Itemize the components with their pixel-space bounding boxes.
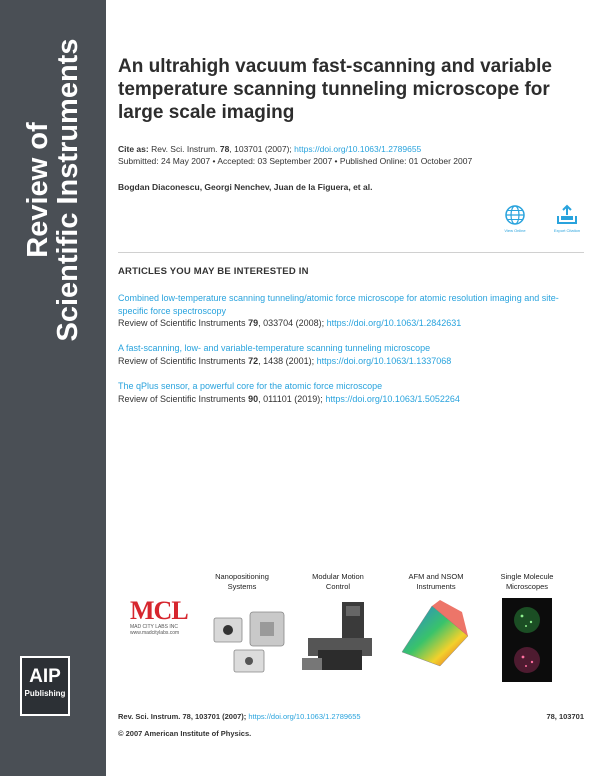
footer-cite-page: , 103701 (2007); xyxy=(190,712,247,721)
footer-cite-journal: Rev. Sci. Instrum. xyxy=(118,712,181,721)
footer-article-number: 78, 103701 xyxy=(546,712,584,721)
globe-icon xyxy=(504,204,526,226)
ad-label-nanopositioning: Nanopositioning Systems xyxy=(215,572,269,591)
cite-page: , 103701 (2007); xyxy=(229,144,292,154)
motion-control-image xyxy=(298,598,384,678)
mcl-logo-url: www.madcitylabs.com xyxy=(130,630,180,636)
related-article-1 xyxy=(118,292,584,330)
ad-column-nanopositioning xyxy=(212,572,272,592)
ad-column-motion-control xyxy=(308,572,368,592)
export-icon xyxy=(555,204,579,226)
related-article-page: , 011101 (2019); xyxy=(258,393,323,404)
related-article-volume: 79 xyxy=(248,318,259,328)
journal-sidebar xyxy=(0,0,106,776)
article-dates: Submitted: 24 May 2007 • Accepted: 03 September 2007 • Published Online: 01 October 2007 xyxy=(118,156,473,166)
related-article-doi-link[interactable]: https://doi.org/10.1063/1.5052264 xyxy=(325,393,460,404)
article-doi-link[interactable]: https://doi.org/10.1063/1.2789655 xyxy=(294,144,422,154)
related-article-title[interactable]: Combined low-temperature scanning tunneling/atomic force microscope for atomic resolution imaging and site-specific force spectroscopy xyxy=(118,293,559,316)
journal-name-line2: Scientific Instruments xyxy=(52,38,84,342)
section-divider xyxy=(118,252,584,253)
related-article-doi-link[interactable]: https://doi.org/10.1063/1.1337068 xyxy=(316,355,452,366)
article-meta xyxy=(118,143,584,167)
aip-logo-text: AIP xyxy=(29,666,61,687)
related-article-volume: 72 xyxy=(248,355,259,366)
footer-cite-volume: 78 xyxy=(182,712,191,721)
mcl-logo-subtext: MAD CITY LABS INC xyxy=(130,624,178,630)
journal-name-line1: Review of xyxy=(22,122,54,258)
related-article-doi-link[interactable]: https://doi.org/10.1063/1.2842631 xyxy=(326,318,462,328)
export-citation-button[interactable] xyxy=(550,204,584,233)
view-online-label: View Online xyxy=(504,228,526,233)
ad-label-motion-control: Modular Motion Control xyxy=(312,572,364,591)
copyright-notice: © 2007 American Institute of Physics. xyxy=(118,729,252,738)
article-title: An ultrahigh vacuum fast-scanning and variable temperature scanning tunneling microscope for large scale imaging xyxy=(118,56,552,123)
ad-label-single-molecule: Single Molecule Microscopes xyxy=(500,572,554,591)
single-molecule-image xyxy=(502,598,552,682)
footer-doi-link[interactable]: https://doi.org/10.1063/1.2789655 xyxy=(248,712,361,721)
export-citation-label: Export Citation xyxy=(553,228,581,233)
article-authors: Bogdan Diaconescu, Georgi Nenchev, Juan de la Figuera, et al. xyxy=(118,182,373,192)
cite-volume: 78 xyxy=(219,144,230,154)
related-article-title[interactable]: The qPlus sensor, a powerful core for the atomic force microscope xyxy=(118,381,383,391)
related-article-title[interactable]: A fast-scanning, low- and variable-temperature scanning tunneling microscope xyxy=(118,343,431,353)
afm-scan-image xyxy=(400,596,470,670)
related-article-3 xyxy=(118,380,584,405)
fluorescence-spots xyxy=(502,598,552,682)
related-article-journal: Review of Scientific Instruments xyxy=(118,393,246,404)
aip-publishing-logo xyxy=(20,656,70,716)
related-article-journal: Review of Scientific Instruments xyxy=(118,318,246,328)
cite-label: Cite as: xyxy=(118,144,149,154)
view-online-button[interactable] xyxy=(498,204,532,233)
related-article-citation xyxy=(118,393,584,406)
related-article-journal: Review of Scientific Instruments xyxy=(118,355,246,366)
ad-column-single-molecule xyxy=(492,572,562,592)
nanopositioner-image xyxy=(210,606,292,678)
ad-column-afm-nsom xyxy=(401,572,471,592)
related-article-citation xyxy=(118,355,584,368)
cite-journal: Rev. Sci. Instrum. xyxy=(151,144,218,154)
related-article-citation xyxy=(118,317,584,330)
related-article-volume: 90 xyxy=(248,393,259,404)
ad-label-afm-nsom: AFM and NSOM Instruments xyxy=(408,572,464,591)
advertisement-banner[interactable] xyxy=(118,566,584,696)
footer-citation xyxy=(118,712,361,721)
citation-line xyxy=(118,143,584,155)
related-articles-heading: ARTICLES YOU MAY BE INTERESTED IN xyxy=(118,266,309,277)
related-article-2 xyxy=(118,342,584,367)
mcl-logo-text: MCL xyxy=(130,596,188,625)
mcl-logo xyxy=(130,598,200,636)
journal-name xyxy=(23,30,83,350)
aip-logo-subtext: Publishing xyxy=(24,689,66,698)
related-article-page: , 1438 (2001); xyxy=(258,355,315,366)
related-article-page: , 033704 (2008); xyxy=(258,318,325,328)
